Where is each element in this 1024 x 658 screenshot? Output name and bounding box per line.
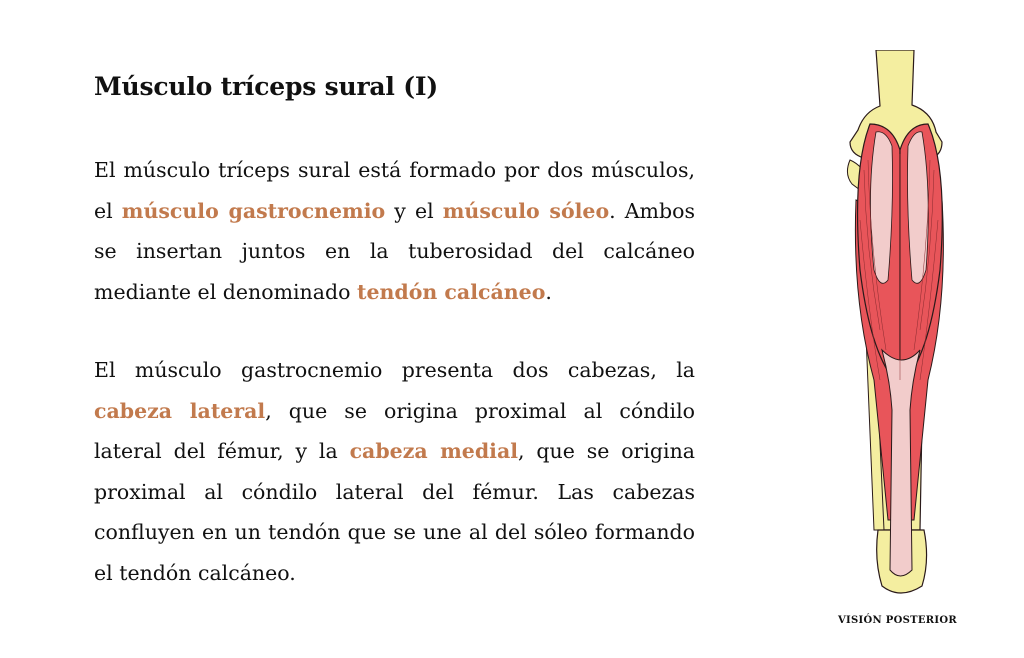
term-soleo-muscle: músculo sóleo [442, 198, 610, 223]
paragraph-heads [94, 350, 695, 593]
text-segment: El músculo gastrocnemio presenta dos cabezas, la [94, 358, 695, 382]
text-segment: . [545, 279, 552, 304]
medial-aponeurosis [908, 132, 929, 284]
paragraph-composition [94, 150, 695, 312]
page-title: Músculo tríceps sural (I) [94, 72, 438, 101]
text-segment: , que se origina proximal al cóndilo lateral del fémur. Las cabezas confluyen en un tendón que se une al del sóleo formando el tendón calcáneo. [94, 439, 695, 585]
term-medial-head: cabeza medial [349, 439, 519, 463]
text-segment: , que se origina proximal al cóndilo lateral del fémur, y la [94, 398, 695, 463]
term-lateral-head: cabeza lateral [94, 398, 266, 423]
text-segment: y el [385, 198, 443, 223]
leg-muscle-illustration [830, 50, 970, 600]
lateral-aponeurosis [870, 132, 892, 284]
figure-caption: VISIÓN POSTERIOR [838, 615, 957, 626]
text-segment: El músculo tríceps sural está formado por dos músculos, el [94, 158, 695, 223]
text-segment: . Ambos se insertan juntos en la tuberosidad del calcáneo mediante el denominado [94, 198, 695, 304]
term-gastrocnemio-muscle: músculo gastrocnemio [121, 198, 386, 223]
term-calcaneal-tendon: tendón calcáneo [356, 279, 546, 304]
